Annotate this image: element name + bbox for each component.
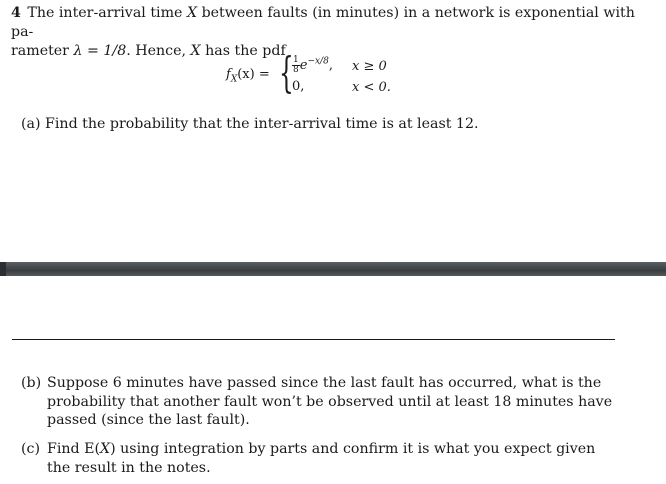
pdf-lhs-f: f xyxy=(226,67,231,82)
pdf-exp-base: e xyxy=(299,58,308,73)
pdf-fraction xyxy=(292,56,300,75)
part-b-label: (b) xyxy=(21,375,42,391)
statement-text-4: . Hence, xyxy=(126,43,187,59)
statement-text-2: between faults (in minutes) in a network is exponential with pa- xyxy=(11,5,635,40)
horizontal-rule xyxy=(12,339,615,340)
section-divider-cap xyxy=(0,262,6,276)
problem-number: 4 xyxy=(11,5,21,21)
part-b-text: Suppose 6 minutes have passed since the last fault has occurred, what is the probability that another fault won’t be observed until at least 18 minutes have passed (since the last fault). xyxy=(47,375,613,428)
part-c-label: (c) xyxy=(21,441,41,457)
lambda-expression: λ = 1/8 xyxy=(73,43,127,59)
pdf-lhs-sub: X xyxy=(230,74,238,85)
pdf-case-1 xyxy=(292,56,333,75)
section-divider-bar xyxy=(0,262,666,276)
part-b xyxy=(21,374,617,430)
pdf-frac-den: 8 xyxy=(293,65,299,75)
part-a-text: Find the probability that the inter-arrival time is at least 12. xyxy=(45,116,479,132)
part-c-body xyxy=(47,440,617,477)
variable-x: X xyxy=(186,5,198,21)
pdf-frac-num: 1 xyxy=(293,55,299,65)
part-c xyxy=(21,440,617,477)
statement-text-1: The inter-arrival time xyxy=(27,5,183,21)
pdf-condition-2: x < 0. xyxy=(352,80,391,95)
pdf-lhs-rest: (x) = xyxy=(237,67,270,82)
variable-x-2: X xyxy=(190,43,201,59)
pdf-case-2: 0, xyxy=(292,79,305,94)
part-c-variable: X xyxy=(100,441,111,457)
part-a-label: (a) xyxy=(21,116,41,132)
pdf-lhs xyxy=(226,67,270,85)
pdf-condition-1: x ≥ 0 xyxy=(352,59,387,74)
pdf-exp-power: −x/8 xyxy=(307,56,329,67)
part-c-text-1: Find E( xyxy=(47,441,101,457)
part-a xyxy=(21,115,479,134)
pdf-case-1-suffix: , xyxy=(328,58,333,73)
part-c-text-2: ) using integration by parts and confirm it is what you expect given the result in the notes. xyxy=(47,441,596,476)
pdf-brace: { xyxy=(279,48,294,97)
statement-text-5: has the pdf xyxy=(205,43,286,59)
statement-text-3: rameter xyxy=(11,43,69,59)
